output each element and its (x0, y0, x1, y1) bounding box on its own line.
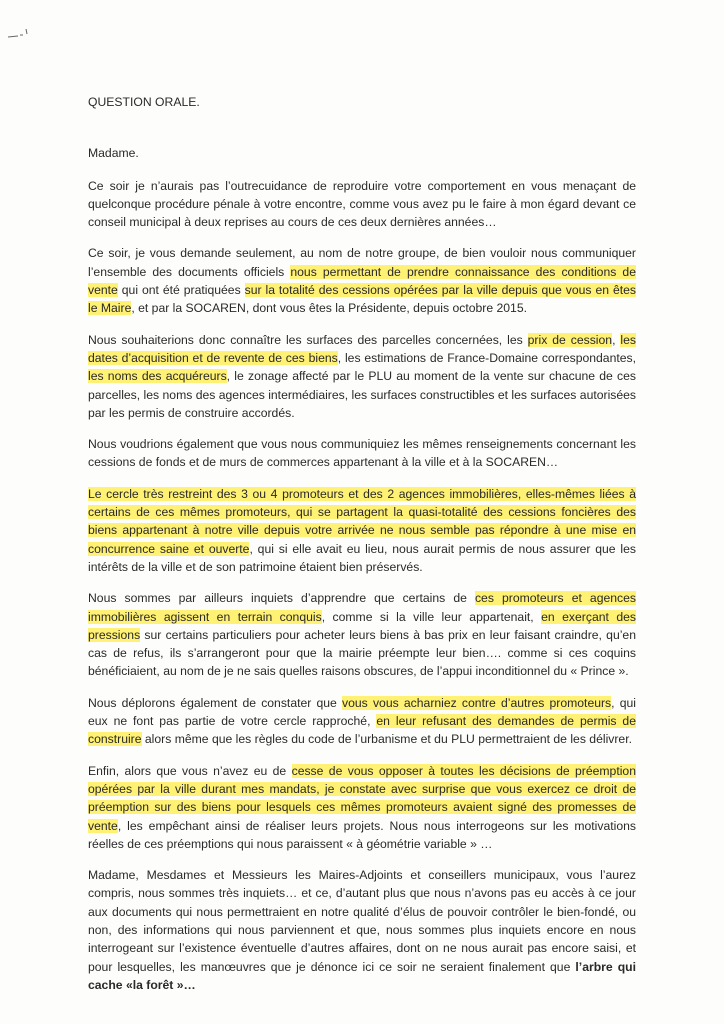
paragraph (88, 244, 636, 317)
paragraph (88, 589, 636, 680)
text-segment: Nous déplorons également de constater que (88, 695, 343, 710)
text-segment: Ce soir je n’aurais pas l’outrecuidance de reproduire votre comportement en vous menaçant de quelconque procédure pénale à votre encontre, comme vous avez pu le faire à mon égard devant ce conseil municipal à deux reprises au cours de ces deux dernières années… (88, 178, 636, 230)
paragraph (88, 762, 636, 853)
highlighted-text: cesse de vous opposer à toutes les décisions de préemption opérées par la ville durant mes mandats (88, 763, 636, 796)
text-segment: , (612, 332, 621, 347)
highlighted-text: les noms des acquéreurs (88, 369, 227, 384)
highlighted-text: ne nous semble pas répondre à une mise en concurrence saine et ouverte (88, 523, 637, 556)
text-segment: Nous voudrions également que vous nous communiquiez les mêmes renseignements concernant les cessions de fonds et de murs de commerces appartenant à la ville et à la SOCAREN… (88, 437, 636, 470)
paragraph (88, 177, 636, 232)
letter-body (88, 93, 636, 1007)
salutation: Madame. (88, 146, 139, 161)
text-segment: Ce soir, je vous demande seulement, au nom de notre groupe, de bien vouloir nous communiquer l’ensemble des documents officiels (88, 246, 636, 279)
text-segment: , qui si elle avait eu lieu, nous aurait permis de nous assurer que les intérêts de la ville et de son patrimoine étaient bien préservés. (88, 541, 636, 574)
document-title: QUESTION ORALE. (88, 95, 200, 109)
highlighted-text: en leur refusant des demandes de permis de construire (88, 714, 636, 747)
paragraph-list (88, 177, 636, 995)
highlighted-text: en exerçant des pressions (88, 609, 636, 642)
text-segment: , le zonage affecté par le PLU au moment de la vente sur chacune de ces parcelles, les noms des agences intermédiaires, les surfaces constructibles et les surfaces autorisées par les permis de construire accordés. (88, 369, 637, 420)
text-segment: , les estimations de France-Domaine correspondantes, (337, 350, 637, 365)
text-segment: qui ont été pratiquées (117, 283, 245, 298)
highlighted-text: vous vous acharniez contre d’autres promoteurs (342, 695, 612, 710)
pen-mark-icon (6, 26, 32, 40)
text-segment: Madame, Mesdames et Messieurs les Maires-Adjoints et conseillers municipaux, vous l’aurez compris, nous sommes très inquiets… et ce, d’autant plus que nous n’avons pas eu accès à ce jour aux documents qui nous permettraient en notre qualité d’élus de pouvoir contrôler le bien-fondé, ou non, des informations qui nous parviennent et que, nous sommes plus inquiets encore en nous interrogeant sur l’existence éventuelle d’autres affaires, dont on ne nous aurait pas encore saisi, et pour lesquelles, les manœuvres que je dénonce ici ce soir ne seraient finalement que (88, 868, 636, 974)
paragraph (88, 331, 636, 422)
highlighted-text: Le cercle très restreint des 3 ou 4 promoteurs et des 2 agences immobilières, elles-mêmes liées à certains de ces mêmes promoteurs, qui se partagent la quasi-totalité des cessions foncières des biens appartenant à notre ville depuis votre arrivée (88, 486, 636, 538)
text-segment: , qui eux ne font pas partie de votre cercle rapproché, (88, 695, 636, 729)
highlighted-text: sur la totalité des cessions opérées par la ville depuis que vous en êtes le Maire (88, 283, 636, 316)
paragraph (88, 866, 636, 994)
text-segment: Nous sommes par ailleurs inquiets d’apprendre que certains de (88, 591, 475, 606)
paragraph (88, 485, 636, 576)
text-segment: Nous souhaiterions donc connaître les surfaces des parcelles concernées, les (88, 332, 528, 347)
text-segment: Enfin, alors que vous n’avez eu de (88, 763, 292, 778)
highlighted-text: les dates d’acquisition et de revente de ces biens (88, 332, 636, 365)
text-segment: , comme si la ville leur appartenait, (321, 609, 542, 624)
text-segment: alors même que les règles du code de l’urbanisme et du PLU permettraient de les délivrer. (141, 732, 632, 747)
highlighted-text: prix de cession (527, 332, 613, 347)
highlighted-text: , je constate avec surprise que vous exercez ce droit de préemption sur des biens pour lesquels ces mêmes promoteurs avaient signé des promesses de vente (88, 781, 637, 833)
text-segment: , et par la SOCAREN, dont vous êtes la Présidente, depuis octobre 2015. (131, 301, 528, 316)
paragraph (88, 435, 636, 472)
highlighted-text: nous permettant de prendre connaissance des conditions de vente (88, 264, 636, 298)
text-segment: l’arbre qui cache «la forêt »… (88, 959, 637, 992)
text-segment: sur certains particuliers pour acheter leurs biens à bas prix en leur faisant craindre, qu’en cas de refus, ils s’arrangeront pour que la mairie préempte leur bien…. comme si ces coquins bénéficiaient, au nom de je ne sais quelles raisons obscures, de l’appui inconditionnel du « Prince ». (88, 627, 636, 679)
highlighted-text: ces promoteurs et agences immobilières agissent en terrain conquis (88, 591, 636, 624)
text-segment: , les empêchant ainsi de réaliser leurs projets. Nous nous interrogeons sur les motivations réelles de ces préemptions qui nous paraissent « à géométrie variable » … (88, 818, 636, 851)
paragraph (88, 694, 636, 749)
